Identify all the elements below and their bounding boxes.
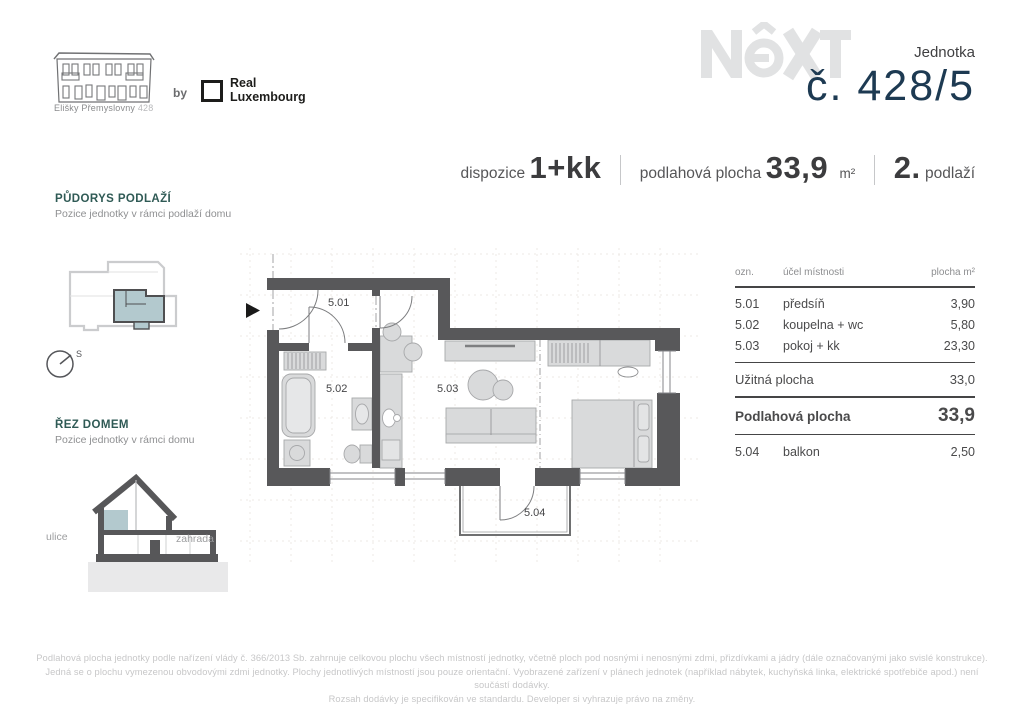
ceiling-lamp — [618, 367, 638, 377]
usable-area-label: Užitná plocha — [735, 372, 814, 387]
tv-sideboard — [445, 341, 535, 361]
wardrobe — [548, 340, 650, 366]
section-cut-title: ŘEZ DOMEM — [55, 419, 129, 431]
dispozice-label: dispozice — [460, 165, 526, 182]
round-table — [468, 370, 498, 400]
header-purpose: účel místnosti — [783, 267, 845, 278]
row-ozn: 5.02 — [735, 317, 760, 332]
brand-square-icon — [201, 80, 223, 102]
balcony-outline — [460, 486, 570, 535]
main-floorplan — [240, 248, 700, 563]
brand-name — [230, 77, 306, 104]
spec-separator — [620, 155, 622, 185]
row-area: 23,30 — [943, 338, 975, 353]
brand-logo — [201, 77, 306, 104]
building-caption-number: 428 — [137, 103, 154, 113]
header-ozn: ozn. — [735, 267, 754, 278]
usable-area-value: 33,0 — [949, 372, 975, 387]
table-row — [735, 335, 975, 356]
row-ozn: 5.04 — [735, 445, 760, 459]
floor-area-label: Podlahová plocha — [735, 408, 851, 424]
table-header — [735, 259, 975, 288]
row-ozn: 5.01 — [735, 296, 760, 311]
toilet-tank — [360, 445, 372, 463]
floor-area-row — [735, 398, 975, 434]
row-area: 3,90 — [950, 296, 975, 311]
usable-area-row — [735, 363, 975, 396]
legal-disclaimer — [30, 652, 994, 706]
street-label: ulice — [46, 531, 68, 543]
building-caption-text: Elišky Přemyslovny — [54, 103, 136, 113]
row-purpose: předsíň — [783, 296, 825, 311]
spec-separator — [874, 155, 876, 185]
round-table — [493, 380, 513, 400]
sofa-back — [446, 434, 536, 443]
room-label-503: 5.03 — [437, 383, 459, 395]
area-unit: m² — [839, 166, 856, 181]
garden-label: zahrada — [176, 533, 214, 545]
disclaimer-line-1: Podlahová plocha jednotky podle nařízení vlády č. 366/2013 Sb. zahrnuje celkovou plochu všech místností jednotky, včetně ploch pod nosnými i nenosnými zdmi, přizdívkami a jádry (dále označovanými jako svislé konstrukce). — [36, 653, 988, 663]
floorplan-section-subtitle: Pozice jednotky v rámci podlaží domu — [55, 208, 232, 220]
building-sketch-illustration — [50, 48, 160, 106]
row-area: 2,50 — [950, 445, 975, 459]
compass-icon — [42, 342, 102, 384]
pillow — [638, 404, 649, 430]
floor-label: podlaží — [925, 165, 975, 182]
section-cut-subtitle: Pozice jednotky v rámci domu — [55, 434, 195, 446]
stove — [382, 440, 400, 460]
room-table — [735, 259, 975, 469]
header-area: plocha m² — [931, 267, 975, 278]
balcony-row — [735, 435, 975, 469]
unit-number: č. 428/5 — [806, 62, 975, 110]
brand-line2: Luxembourg — [230, 89, 306, 104]
dispozice-value: 1+kk — [529, 150, 602, 185]
toilet-bowl — [344, 445, 360, 463]
chair — [404, 343, 422, 361]
table-row — [735, 293, 975, 314]
mini-floorplan — [58, 252, 193, 352]
area-value: 33,9 — [765, 150, 829, 185]
disclaimer-line-2: Jedná se o plochu vymezenou obvodovými zdmi jednotky. Plochy jednotlivých místností jsou pouze orientační. Vyobrazené zařízení v plánech jednotek (například nábytek, kuchyňská linka, elektrické spotřebiče apod.) není součástí dodávky. — [45, 666, 979, 690]
area-label: podlahová plocha — [639, 165, 762, 182]
floorplan-section-title: PŮDORYS PODLAŽÍ — [55, 193, 172, 205]
spec-line — [280, 150, 975, 186]
washing-machine — [284, 440, 310, 466]
row-purpose: balkon — [783, 445, 820, 459]
entrance-arrow-icon — [246, 303, 260, 318]
room-label-504: 5.04 — [524, 507, 546, 519]
floor-area-value: 33,9 — [938, 405, 975, 426]
pillow — [638, 436, 649, 462]
brand-line1: Real — [230, 76, 257, 90]
room-label-501: 5.01 — [328, 297, 350, 309]
room-label-502: 5.02 — [326, 383, 348, 395]
table-row — [735, 314, 975, 335]
row-purpose: pokoj + kk — [783, 338, 840, 353]
building-caption — [54, 103, 153, 113]
by-label: by — [173, 86, 188, 100]
compass-label: S — [76, 349, 83, 359]
row-ozn: 5.03 — [735, 338, 760, 353]
row-area: 5,80 — [950, 317, 975, 332]
floor-value: 2. — [893, 150, 921, 185]
row-purpose: koupelna + wc — [783, 317, 864, 332]
unit-label: Jednotka — [914, 44, 975, 61]
disclaimer-line-3: Rozsah dodávky je specifikován ve standardu. Developer si vyhrazuje právo na změny. — [328, 693, 696, 704]
